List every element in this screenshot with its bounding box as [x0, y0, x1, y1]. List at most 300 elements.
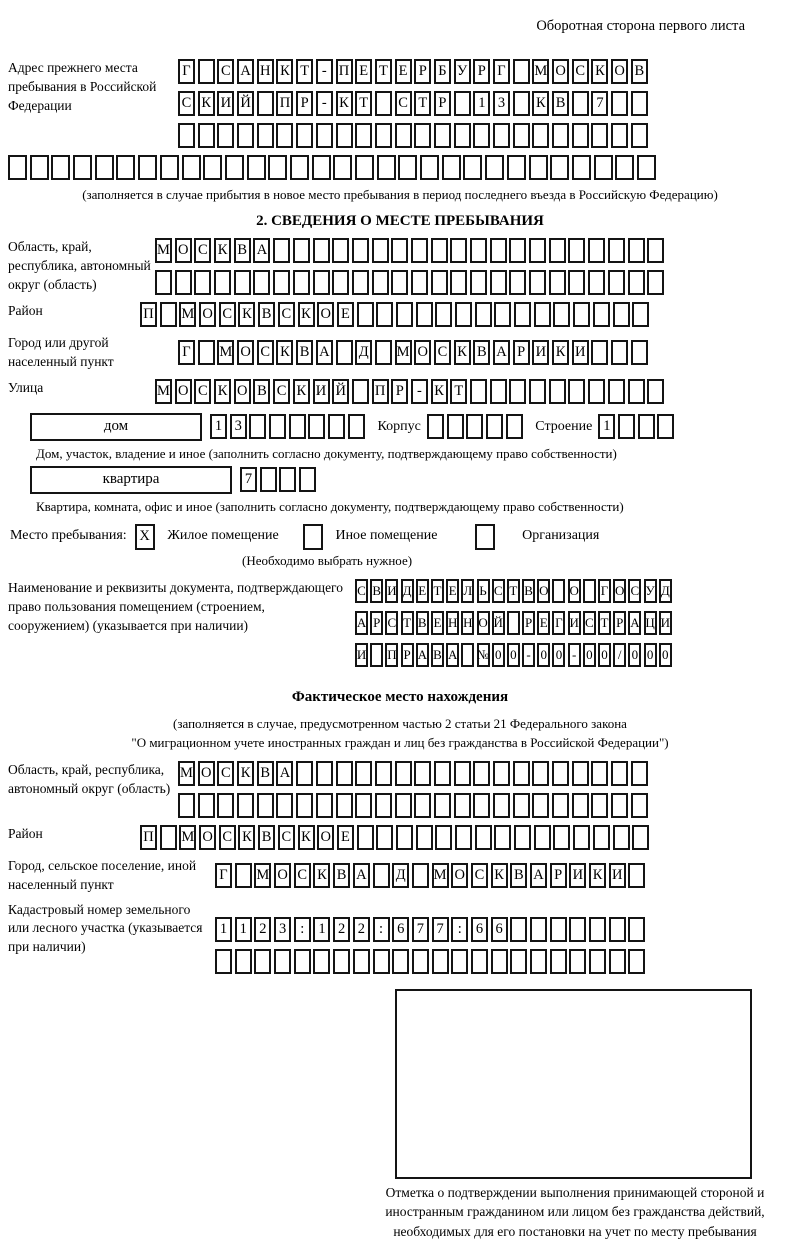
char-cell[interactable]: П [385, 643, 398, 667]
char-cell[interactable]: А [416, 643, 429, 667]
char-cell[interactable]: Г [178, 340, 195, 365]
char-cell[interactable]: Т [401, 611, 414, 635]
char-cell[interactable]: С [257, 340, 274, 365]
char-cell[interactable] [529, 270, 546, 295]
char-cell[interactable] [257, 123, 274, 148]
char-cell[interactable] [333, 155, 352, 180]
char-cell[interactable]: Б [434, 59, 451, 84]
char-cell[interactable] [589, 917, 606, 942]
char-cell[interactable] [355, 155, 374, 180]
char-cell[interactable] [373, 863, 390, 888]
char-cell[interactable] [395, 793, 412, 818]
char-cell[interactable] [328, 414, 345, 439]
char-cell[interactable] [450, 270, 467, 295]
char-cell[interactable] [391, 270, 408, 295]
char-cell[interactable]: К [491, 863, 508, 888]
char-cell[interactable] [632, 825, 649, 850]
char-cell[interactable]: А [276, 761, 293, 786]
char-cell[interactable] [549, 270, 566, 295]
char-cell[interactable]: С [434, 340, 451, 365]
char-cell[interactable]: П [372, 379, 389, 404]
char-cell[interactable] [198, 793, 215, 818]
char-cell[interactable] [370, 643, 383, 667]
char-cell[interactable] [376, 302, 393, 327]
char-cell[interactable] [355, 123, 372, 148]
char-cell[interactable] [175, 270, 192, 295]
char-cell[interactable]: И [532, 340, 549, 365]
char-cell[interactable]: М [532, 59, 549, 84]
char-cell[interactable] [377, 155, 396, 180]
char-cell[interactable] [552, 793, 569, 818]
char-cell[interactable] [352, 270, 369, 295]
char-cell[interactable]: Е [355, 59, 372, 84]
char-cell[interactable] [532, 123, 549, 148]
char-cell[interactable] [588, 238, 605, 263]
char-cell[interactable] [589, 949, 606, 974]
char-cell[interactable]: Ь [477, 579, 490, 603]
char-cell[interactable]: Е [431, 611, 444, 635]
char-cell[interactable]: О [613, 579, 626, 603]
char-cell[interactable] [235, 949, 252, 974]
char-cell[interactable] [412, 863, 429, 888]
char-cell[interactable]: Т [431, 579, 444, 603]
char-cell[interactable] [591, 340, 608, 365]
char-cell[interactable]: 6 [491, 917, 508, 942]
char-cell[interactable] [316, 793, 333, 818]
char-cell[interactable]: Г [215, 863, 232, 888]
char-cell[interactable]: К [336, 91, 353, 116]
char-cell[interactable] [8, 155, 27, 180]
char-cell[interactable]: 0 [644, 643, 657, 667]
char-cell[interactable] [485, 155, 504, 180]
char-cell[interactable] [273, 238, 290, 263]
char-cell[interactable] [160, 155, 179, 180]
char-cell[interactable]: Р [522, 611, 535, 635]
char-cell[interactable] [442, 155, 461, 180]
char-cell[interactable] [608, 238, 625, 263]
char-cell[interactable] [352, 379, 369, 404]
char-cell[interactable] [572, 761, 589, 786]
char-cell[interactable] [435, 825, 452, 850]
char-cell[interactable] [490, 238, 507, 263]
char-cell[interactable]: С [217, 59, 234, 84]
char-cell[interactable]: О [552, 59, 569, 84]
char-cell[interactable] [411, 238, 428, 263]
char-cell[interactable]: В [370, 579, 383, 603]
char-cell[interactable]: С [583, 611, 596, 635]
char-cell[interactable] [392, 949, 409, 974]
char-cell[interactable] [395, 761, 412, 786]
char-cell[interactable]: М [395, 340, 412, 365]
char-cell[interactable] [513, 91, 530, 116]
char-cell[interactable] [333, 949, 350, 974]
char-cell[interactable] [594, 155, 613, 180]
char-cell[interactable] [494, 302, 511, 327]
char-cell[interactable] [355, 793, 372, 818]
char-cell[interactable] [451, 949, 468, 974]
char-cell[interactable] [254, 949, 271, 974]
char-cell[interactable]: 2 [254, 917, 271, 942]
char-cell[interactable]: 7 [240, 467, 257, 492]
char-cell[interactable]: В [296, 340, 313, 365]
char-cell[interactable] [373, 949, 390, 974]
char-cell[interactable]: Р [401, 643, 414, 667]
char-cell[interactable] [313, 238, 330, 263]
char-cell[interactable] [572, 91, 589, 116]
char-cell[interactable]: Ц [644, 611, 657, 635]
char-cell[interactable] [494, 825, 511, 850]
char-cell[interactable]: - [522, 643, 535, 667]
char-cell[interactable]: Д [401, 579, 414, 603]
char-cell[interactable]: Г [493, 59, 510, 84]
char-cell[interactable] [138, 155, 157, 180]
char-cell[interactable]: Г [552, 611, 565, 635]
char-cell[interactable]: В [431, 643, 444, 667]
char-cell[interactable]: А [446, 643, 459, 667]
char-cell[interactable] [352, 238, 369, 263]
char-cell[interactable] [414, 793, 431, 818]
char-cell[interactable]: 7 [412, 917, 429, 942]
char-cell[interactable] [214, 270, 231, 295]
char-cell[interactable]: В [258, 825, 275, 850]
char-cell[interactable] [490, 379, 507, 404]
char-cell[interactable]: Е [416, 579, 429, 603]
char-cell[interactable] [553, 825, 570, 850]
char-cell[interactable]: Й [332, 379, 349, 404]
char-cell[interactable] [550, 155, 569, 180]
char-cell[interactable] [303, 524, 323, 550]
char-cell[interactable]: М [179, 825, 196, 850]
char-cell[interactable]: Р [550, 863, 567, 888]
char-cell[interactable] [514, 302, 531, 327]
char-cell[interactable] [568, 270, 585, 295]
char-cell[interactable] [427, 414, 444, 439]
char-cell[interactable]: В [631, 59, 648, 84]
char-cell[interactable] [375, 761, 392, 786]
char-cell[interactable] [395, 123, 412, 148]
char-cell[interactable] [513, 761, 530, 786]
char-cell[interactable]: С [355, 579, 368, 603]
char-cell[interactable] [573, 302, 590, 327]
char-cell[interactable] [550, 949, 567, 974]
char-cell[interactable]: А [253, 238, 270, 263]
char-cell[interactable] [198, 59, 215, 84]
char-cell[interactable] [611, 793, 628, 818]
char-cell[interactable]: С [294, 863, 311, 888]
char-cell[interactable] [296, 793, 313, 818]
char-cell[interactable] [509, 379, 526, 404]
char-cell[interactable] [475, 302, 492, 327]
char-cell[interactable] [631, 340, 648, 365]
char-cell[interactable] [611, 340, 628, 365]
char-cell[interactable]: В [552, 91, 569, 116]
char-cell[interactable] [435, 302, 452, 327]
char-cell[interactable] [530, 949, 547, 974]
char-cell[interactable] [593, 302, 610, 327]
char-cell[interactable]: К [532, 91, 549, 116]
char-cell[interactable] [507, 155, 526, 180]
char-cell[interactable] [473, 761, 490, 786]
char-cell[interactable]: 3 [274, 917, 291, 942]
char-cell[interactable] [608, 379, 625, 404]
char-cell[interactable]: В [258, 302, 275, 327]
char-cell[interactable]: О [175, 379, 192, 404]
char-cell[interactable] [491, 949, 508, 974]
char-cell[interactable]: 0 [537, 643, 550, 667]
char-cell[interactable] [296, 123, 313, 148]
char-cell[interactable]: К [431, 379, 448, 404]
char-cell[interactable] [470, 238, 487, 263]
char-cell[interactable] [549, 379, 566, 404]
char-cell[interactable] [308, 414, 325, 439]
char-cell[interactable] [647, 270, 664, 295]
char-cell[interactable] [294, 949, 311, 974]
char-cell[interactable] [473, 793, 490, 818]
char-cell[interactable]: К [237, 761, 254, 786]
char-cell[interactable]: К [589, 863, 606, 888]
char-cell[interactable]: 6 [471, 917, 488, 942]
char-cell[interactable]: Р [414, 59, 431, 84]
char-cell[interactable] [355, 761, 372, 786]
char-cell[interactable] [569, 917, 586, 942]
char-cell[interactable] [628, 917, 645, 942]
char-cell[interactable]: О [414, 340, 431, 365]
char-cell[interactable] [249, 414, 266, 439]
char-cell[interactable] [454, 761, 471, 786]
char-cell[interactable] [237, 123, 254, 148]
char-cell[interactable] [160, 302, 177, 327]
char-cell[interactable]: № [477, 643, 490, 667]
char-cell[interactable]: В [333, 863, 350, 888]
char-cell[interactable]: К [298, 825, 315, 850]
char-cell[interactable] [473, 123, 490, 148]
char-cell[interactable]: Е [395, 59, 412, 84]
char-cell[interactable]: О [199, 302, 216, 327]
char-cell[interactable] [552, 761, 569, 786]
char-cell[interactable]: С [278, 825, 295, 850]
char-cell[interactable]: М [217, 340, 234, 365]
char-cell[interactable] [73, 155, 92, 180]
char-cell[interactable] [534, 302, 551, 327]
char-cell[interactable] [420, 155, 439, 180]
char-cell[interactable]: 2 [333, 917, 350, 942]
char-cell[interactable] [432, 949, 449, 974]
char-cell[interactable] [534, 825, 551, 850]
char-cell[interactable] [316, 123, 333, 148]
char-cell[interactable]: П [140, 302, 157, 327]
char-cell[interactable] [235, 863, 252, 888]
char-cell[interactable] [611, 123, 628, 148]
char-cell[interactable]: О [317, 302, 334, 327]
char-cell[interactable]: С [194, 238, 211, 263]
char-cell[interactable]: Г [598, 579, 611, 603]
char-cell[interactable] [591, 793, 608, 818]
char-cell[interactable]: О [274, 863, 291, 888]
char-cell[interactable]: С [572, 59, 589, 84]
char-cell[interactable]: 0 [583, 643, 596, 667]
char-cell[interactable]: Р [513, 340, 530, 365]
char-cell[interactable]: М [432, 863, 449, 888]
char-cell[interactable] [628, 863, 645, 888]
char-cell[interactable] [510, 949, 527, 974]
char-cell[interactable] [631, 91, 648, 116]
char-cell[interactable] [490, 270, 507, 295]
char-cell[interactable] [455, 825, 472, 850]
char-cell[interactable] [513, 793, 530, 818]
char-cell[interactable] [372, 270, 389, 295]
char-cell[interactable]: И [568, 611, 581, 635]
char-cell[interactable] [198, 340, 215, 365]
char-cell[interactable]: В [257, 761, 274, 786]
char-cell[interactable]: 7 [432, 917, 449, 942]
char-cell[interactable] [178, 793, 195, 818]
char-cell[interactable] [312, 155, 331, 180]
char-cell[interactable]: К [298, 302, 315, 327]
char-cell[interactable]: К [293, 379, 310, 404]
char-cell[interactable] [217, 793, 234, 818]
char-cell[interactable]: А [353, 863, 370, 888]
char-cell[interactable] [353, 949, 370, 974]
char-cell[interactable]: С [278, 302, 295, 327]
char-cell[interactable]: И [313, 379, 330, 404]
char-cell[interactable]: К [238, 302, 255, 327]
char-cell[interactable] [217, 123, 234, 148]
char-cell[interactable] [268, 155, 287, 180]
char-cell[interactable] [631, 123, 648, 148]
char-cell[interactable] [591, 123, 608, 148]
char-cell[interactable] [486, 414, 503, 439]
char-cell[interactable]: К [454, 340, 471, 365]
house-type-field[interactable]: дом [30, 413, 202, 441]
char-cell[interactable] [357, 825, 374, 850]
char-cell[interactable]: О [537, 579, 550, 603]
char-cell[interactable] [572, 155, 591, 180]
char-cell[interactable]: 7 [591, 91, 608, 116]
char-cell[interactable]: М [178, 761, 195, 786]
char-cell[interactable] [279, 467, 296, 492]
char-cell[interactable]: Л [461, 579, 474, 603]
char-cell[interactable] [316, 761, 333, 786]
char-cell[interactable] [455, 302, 472, 327]
apartment-type-field[interactable]: квартира [30, 466, 232, 494]
char-cell[interactable] [475, 524, 495, 550]
char-cell[interactable] [269, 414, 286, 439]
char-cell[interactable]: Д [659, 579, 672, 603]
char-cell[interactable]: В [522, 579, 535, 603]
char-cell[interactable]: 3 [493, 91, 510, 116]
char-cell[interactable] [357, 302, 374, 327]
char-cell[interactable] [470, 270, 487, 295]
char-cell[interactable] [336, 793, 353, 818]
char-cell[interactable] [593, 825, 610, 850]
char-cell[interactable] [532, 793, 549, 818]
char-cell[interactable] [583, 579, 596, 603]
char-cell[interactable] [313, 270, 330, 295]
char-cell[interactable]: О [175, 238, 192, 263]
char-cell[interactable] [569, 949, 586, 974]
char-cell[interactable] [194, 270, 211, 295]
char-cell[interactable] [530, 917, 547, 942]
char-cell[interactable] [396, 825, 413, 850]
char-cell[interactable] [450, 238, 467, 263]
char-cell[interactable] [552, 123, 569, 148]
char-cell[interactable]: 2 [353, 917, 370, 942]
char-cell[interactable] [572, 123, 589, 148]
char-cell[interactable]: 6 [392, 917, 409, 942]
char-cell[interactable] [375, 340, 392, 365]
char-cell[interactable]: С [219, 302, 236, 327]
char-cell[interactable] [348, 414, 365, 439]
char-cell[interactable]: Д [392, 863, 409, 888]
char-cell[interactable] [463, 155, 482, 180]
char-cell[interactable] [155, 270, 172, 295]
char-cell[interactable] [509, 238, 526, 263]
char-cell[interactable] [237, 793, 254, 818]
char-cell[interactable] [431, 270, 448, 295]
char-cell[interactable] [447, 414, 464, 439]
char-cell[interactable] [470, 379, 487, 404]
char-cell[interactable] [260, 467, 277, 492]
char-cell[interactable] [631, 761, 648, 786]
char-cell[interactable]: М [155, 238, 172, 263]
char-cell[interactable] [293, 238, 310, 263]
char-cell[interactable]: В [234, 238, 251, 263]
char-cell[interactable] [414, 123, 431, 148]
char-cell[interactable]: С [194, 379, 211, 404]
char-cell[interactable] [628, 238, 645, 263]
char-cell[interactable]: Д [355, 340, 372, 365]
char-cell[interactable]: И [385, 579, 398, 603]
char-cell[interactable]: К [214, 379, 231, 404]
char-cell[interactable]: А [316, 340, 333, 365]
char-cell[interactable]: У [454, 59, 471, 84]
char-cell[interactable] [568, 379, 585, 404]
char-cell[interactable] [247, 155, 266, 180]
char-cell[interactable] [225, 155, 244, 180]
char-cell[interactable]: К [198, 91, 215, 116]
char-cell[interactable] [372, 238, 389, 263]
char-cell[interactable] [568, 238, 585, 263]
char-cell[interactable]: Г [178, 59, 195, 84]
char-cell[interactable]: - [316, 59, 333, 84]
char-cell[interactable]: И [217, 91, 234, 116]
char-cell[interactable] [506, 414, 523, 439]
char-cell[interactable]: Р [613, 611, 626, 635]
char-cell[interactable] [336, 340, 353, 365]
char-cell[interactable] [296, 761, 313, 786]
char-cell[interactable]: X [135, 524, 155, 550]
char-cell[interactable] [375, 91, 392, 116]
char-cell[interactable] [529, 155, 548, 180]
char-cell[interactable]: С [273, 379, 290, 404]
char-cell[interactable] [609, 949, 626, 974]
char-cell[interactable] [396, 302, 413, 327]
char-cell[interactable]: - [411, 379, 428, 404]
char-cell[interactable]: А [355, 611, 368, 635]
char-cell[interactable]: Р [370, 611, 383, 635]
char-cell[interactable]: В [510, 863, 527, 888]
char-cell[interactable]: С [395, 91, 412, 116]
char-cell[interactable] [332, 238, 349, 263]
char-cell[interactable] [431, 238, 448, 263]
char-cell[interactable]: О [477, 611, 490, 635]
char-cell[interactable]: К [552, 340, 569, 365]
char-cell[interactable]: А [530, 863, 547, 888]
char-cell[interactable] [416, 302, 433, 327]
char-cell[interactable] [493, 793, 510, 818]
char-cell[interactable] [613, 825, 630, 850]
char-cell[interactable]: 1 [598, 414, 615, 439]
